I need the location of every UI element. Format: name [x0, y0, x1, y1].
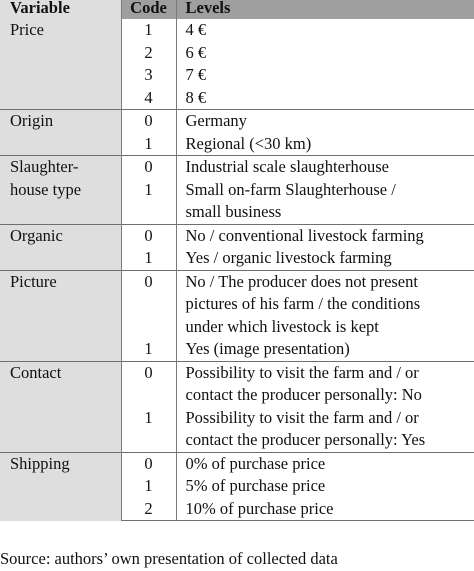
level-cell: Yes / organic livestock farming — [176, 247, 474, 270]
level-cell: 4 € — [176, 19, 474, 42]
variable-cell: Organic — [0, 224, 121, 270]
header-variable: Variable — [0, 0, 121, 19]
header-code: Code — [121, 0, 176, 19]
level-cell: Regional (<30 km) — [176, 133, 474, 156]
level-cell: Possibility to visit the farm and / or contact the producer personally: Yes — [176, 407, 474, 453]
table-row — [0, 156, 474, 179]
code-cell: 1 — [121, 247, 176, 270]
level-cell: Germany — [176, 110, 474, 133]
level-cell: 8 € — [176, 87, 474, 110]
level-cell: 6 € — [176, 42, 474, 65]
code-cell: 0 — [121, 361, 176, 407]
code-cell: 1 — [121, 407, 176, 453]
code-cell: 3 — [121, 64, 176, 87]
code-cell: 4 — [121, 87, 176, 110]
code-cell: 0 — [121, 452, 176, 475]
code-cell: 1 — [121, 179, 176, 225]
variable-cell: Picture — [0, 270, 121, 361]
level-cell: No / The producer does not present pictures of his farm / the conditions under which livestock is kept — [176, 270, 474, 338]
variable-cell: Contact — [0, 361, 121, 452]
level-cell: Small on-farm Slaughterhouse / small business — [176, 179, 474, 225]
table-header-row — [0, 0, 474, 19]
level-cell: 5% of purchase price — [176, 475, 474, 498]
source-note: Source: authors’ own presentation of collected data — [0, 549, 338, 568]
table-row — [0, 224, 474, 247]
code-cell: 0 — [121, 156, 176, 179]
code-cell: 1 — [121, 19, 176, 42]
variable-cell: Slaughter- house type — [0, 156, 121, 225]
code-cell: 1 — [121, 133, 176, 156]
variable-cell: Price — [0, 19, 121, 110]
code-cell: 1 — [121, 475, 176, 498]
level-cell: Possibility to visit the farm and / or contact the producer personally: No — [176, 361, 474, 407]
table-row — [0, 270, 474, 338]
level-cell: 0% of purchase price — [176, 452, 474, 475]
table-row — [0, 19, 474, 42]
code-cell: 1 — [121, 338, 176, 361]
variable-cell: Origin — [0, 110, 121, 156]
table-row — [0, 110, 474, 133]
table-row — [0, 452, 474, 475]
variable-cell: Shipping — [0, 452, 121, 521]
level-cell: No / conventional livestock farming — [176, 224, 474, 247]
level-cell: Industrial scale slaughterhouse — [176, 156, 474, 179]
level-cell: Yes (image presentation) — [176, 338, 474, 361]
code-cell: 0 — [121, 224, 176, 247]
code-cell: 0 — [121, 270, 176, 338]
code-cell: 0 — [121, 110, 176, 133]
code-cell: 2 — [121, 498, 176, 521]
table-row — [0, 361, 474, 407]
table-body — [0, 19, 474, 521]
level-cell: 10% of purchase price — [176, 498, 474, 521]
code-cell: 2 — [121, 42, 176, 65]
header-levels: Levels — [176, 0, 474, 19]
level-cell: 7 € — [176, 64, 474, 87]
